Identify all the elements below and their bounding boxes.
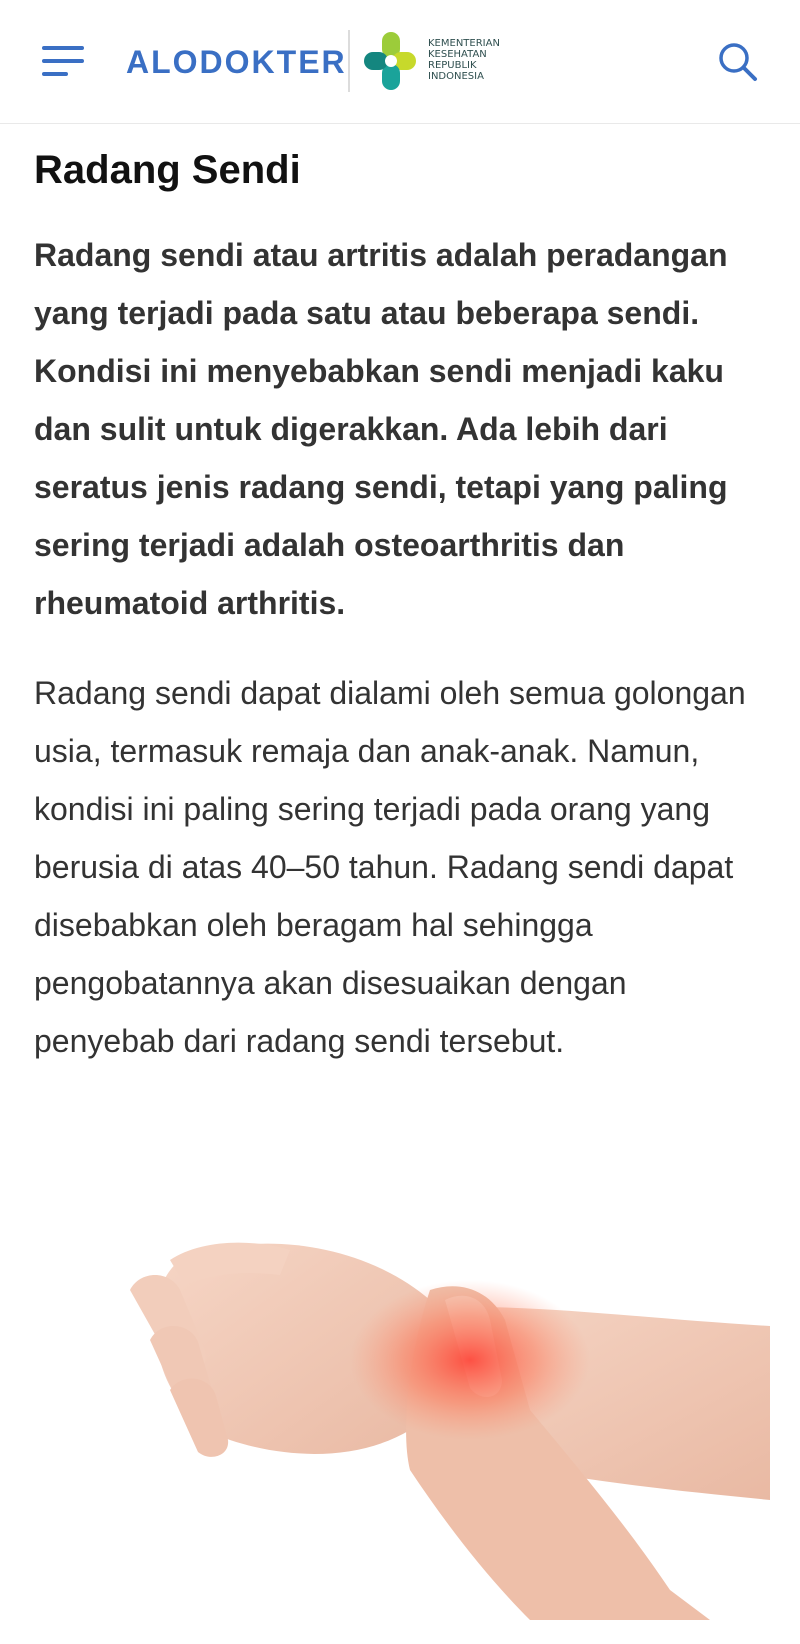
kemenkes-line-4: INDONESIA [428, 71, 484, 82]
search-icon[interactable] [716, 40, 760, 84]
page-title: Radang Sendi [34, 148, 301, 192]
alodokter-logo[interactable]: ALODOKTER [126, 44, 347, 80]
kemenkes-line-2: KESEHATAN [428, 49, 487, 60]
wrist-pain-illustration [110, 1230, 770, 1620]
top-header [0, 0, 800, 124]
article-lead-paragraph: Radang sendi atau artritis adalah peradangan yang terjadi pada satu atau beberapa sendi. Kondisi ini menyebabkan sendi menjadi kaku dan sulit untuk digerakkan. Ada lebih dari seratus jenis radang sendi, tetapi yang paling sering terjadi adalah osteoarthritis dan rheumatoid arthritis. [34, 237, 728, 621]
kemenkes-label [428, 38, 500, 82]
kemenkes-line-3: REPUBLIK [428, 60, 477, 71]
article-body-paragraph: Radang sendi dapat dialami oleh semua golongan usia, termasuk remaja dan anak-anak. Namun, kondisi ini paling sering terjadi pada orang yang berusia di atas 40–50 tahun. Radang sendi dapat disebabkan oleh beragam hal sehingga pengobatannya akan disesuaikan dengan penyebab dari radang sendi tersebut. [34, 675, 746, 1059]
article-content [34, 124, 774, 1070]
kemenkes-logo-icon [362, 30, 418, 92]
header-divider [348, 30, 350, 92]
kemenkes-line-1: KEMENTERIAN [428, 38, 500, 49]
hamburger-menu-icon[interactable] [40, 44, 86, 80]
